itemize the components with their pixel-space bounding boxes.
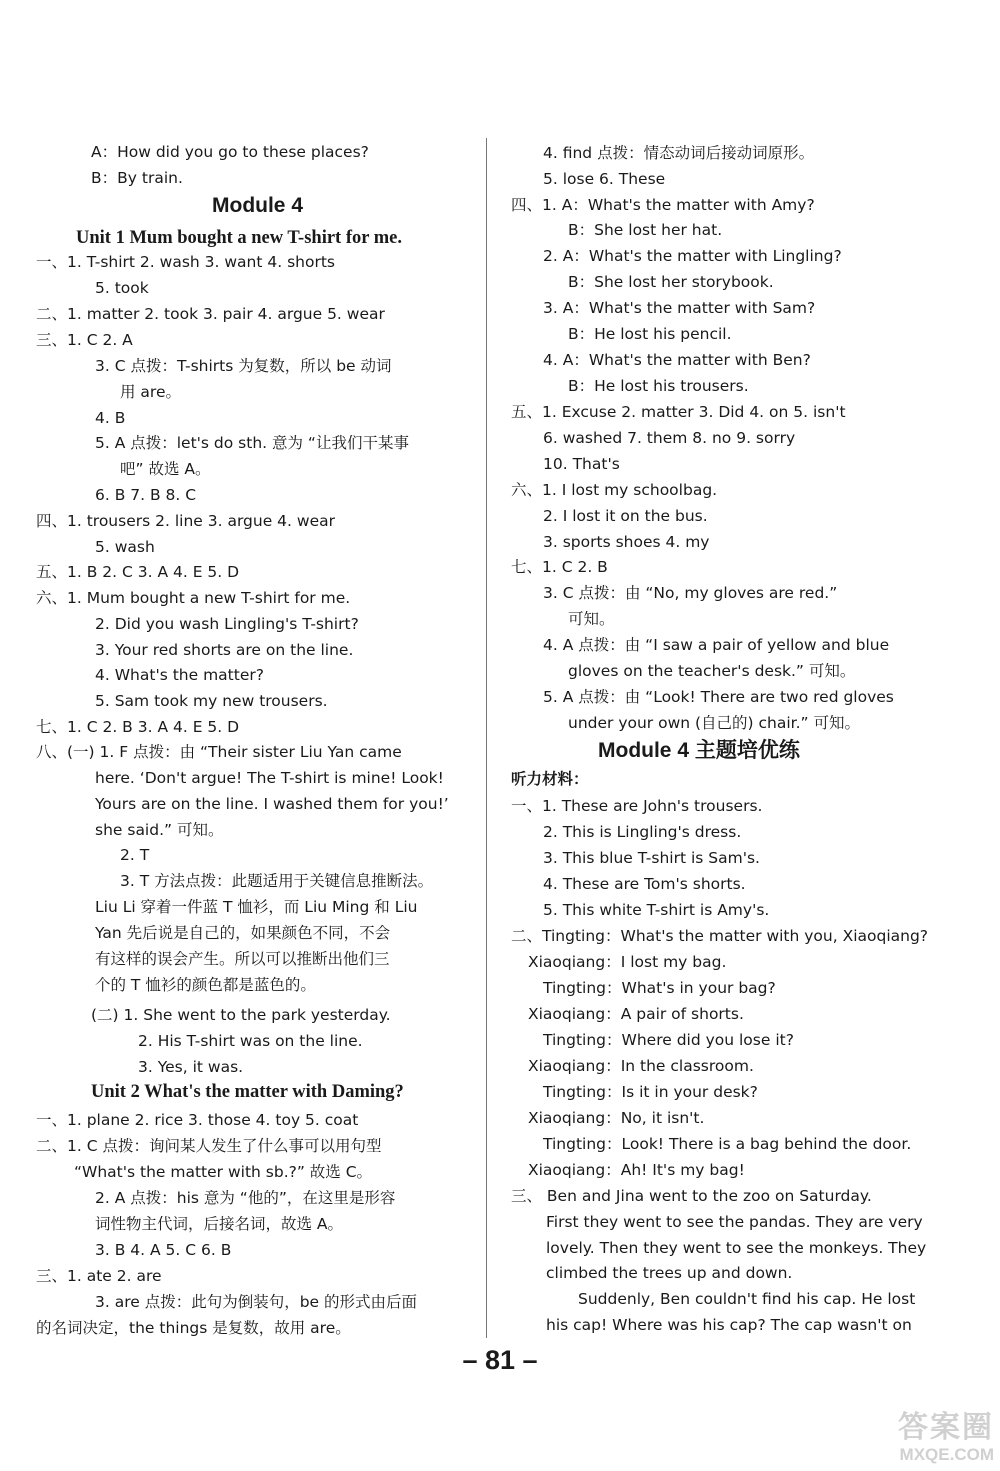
text-line: Yours are on the line. I washed them for you!’	[95, 795, 449, 813]
text-line: 10. That's	[543, 455, 620, 473]
text-line: A：How did you go to these places?	[91, 143, 369, 161]
text-line: 吧” 故选 A。	[120, 460, 211, 478]
page-number: – 81 –	[462, 1345, 538, 1375]
text-line: Tingting：Is it in your desk?	[543, 1083, 758, 1101]
text-line: 个的 T 恤衫的颜色都是蓝色的。	[95, 976, 316, 994]
text-line: 3. This blue T-shirt is Sam's.	[543, 849, 760, 867]
text-line: Suddenly, Ben couldn't find his cap. He lost	[578, 1290, 916, 1308]
text-line: Xiaoqiang：I lost my bag.	[528, 953, 727, 971]
section-heading: Module 4	[212, 194, 304, 217]
text-line: 二、Tingting：What's the matter with you, Xiaoqiang?	[511, 927, 929, 945]
text-line: 三、1. ate 2. are	[36, 1267, 162, 1285]
text-line: 三、1. C 2. A	[36, 331, 133, 349]
text-line: Tingting：Where did you lose it?	[543, 1031, 794, 1049]
text-line: B：He lost his pencil.	[568, 325, 732, 343]
text-line: 5. Sam took my new trousers.	[95, 692, 328, 710]
text-line: 3. C 点拨：由 “No, my gloves are red.”	[543, 584, 838, 602]
watermark-logo	[844, 1411, 994, 1469]
text-line: 4. B	[95, 409, 126, 427]
text-line: 5. A 点拨：let's do sth. 意为 “让我们干某事	[95, 434, 409, 452]
text-line: Xiaoqiang：No, it isn't.	[528, 1109, 705, 1127]
text-line: 2. Did you wash Lingling's T-shirt?	[95, 615, 359, 633]
text-line: Xiaoqiang：In the classroom.	[528, 1057, 754, 1075]
text-line: 4. What's the matter?	[95, 666, 264, 684]
text-line: Xiaoqiang：A pair of shorts.	[528, 1005, 744, 1023]
text-line: 八、(一) 1. F 点拨：由 “Their sister Liu Yan came	[36, 743, 402, 761]
text-line: 六、1. I lost my schoolbag.	[511, 481, 718, 499]
text-line: 用 are。	[120, 383, 181, 401]
text-line: 4. These are Tom's shorts.	[543, 875, 746, 893]
text-line: 5. took	[95, 279, 149, 297]
text-line: 2. This is Lingling's dress.	[543, 823, 742, 841]
text-line: “What's the matter with sb.?” 故选 C。	[74, 1163, 373, 1181]
text-line: 4. A 点拨：由 “I saw a pair of yellow and blue	[543, 636, 890, 654]
text-line: gloves on the teacher's desk.” 可知。	[568, 662, 856, 680]
unit-heading: Unit 1 Mum bought a new T-shirt for me.	[76, 228, 402, 248]
text-line: 2. I lost it on the bus.	[543, 507, 708, 525]
text-line: climbed the trees up and down.	[546, 1264, 793, 1282]
text-line: 6. washed 7. them 8. no 9. sorry	[543, 429, 796, 447]
text-line: 5. wash	[95, 538, 155, 556]
text-line: 听力材料：	[511, 770, 589, 788]
text-line: 有这样的误会产生。所以可以推断出他们三	[95, 950, 390, 968]
text-line: 七、1. C 2. B 3. A 4. E 5. D	[36, 718, 240, 736]
text-line: 5. lose 6. These	[543, 170, 666, 188]
text-line: she said.” 可知。	[95, 821, 224, 839]
text-line: 3. Your red shorts are on the line.	[95, 641, 354, 659]
watermark-text: MXQE.COM	[899, 1445, 994, 1464]
text-line: 五、1. Excuse 2. matter 3. Did 4. on 5. isn't	[511, 403, 846, 421]
text-line: here. ‘Don't argue! The T-shirt is mine! Look!	[95, 769, 444, 787]
text-line: 可知。	[568, 610, 615, 628]
text-line: 三、 Ben and Jina went to the zoo on Saturday.	[511, 1187, 872, 1205]
text-line: 3. Yes, it was.	[138, 1058, 244, 1076]
text-line: Tingting：Look! There is a bag behind the door.	[543, 1135, 912, 1153]
text-line: 2. His T-shirt was on the line.	[138, 1032, 363, 1050]
text-line: 2. A：What's the matter with Lingling?	[543, 247, 842, 265]
text-line: 二、1. matter 2. took 3. pair 4. argue 5. wear	[36, 305, 385, 323]
text-line: 四、1. A：What's the matter with Amy?	[511, 196, 815, 214]
text-line: B：She lost her hat.	[568, 221, 723, 239]
text-line: 七、1. C 2. B	[511, 558, 608, 576]
text-line: 四、1. trousers 2. line 3. argue 4. wear	[36, 512, 335, 530]
text-line: B：By train.	[91, 169, 183, 187]
text-line: 六、1. Mum bought a new T-shirt for me.	[36, 589, 351, 607]
text-line: his cap! Where was his cap? The cap wasn't on	[546, 1316, 912, 1334]
section-heading: Module 4 主题培优练	[598, 739, 800, 762]
text-line: 一、1. These are John's trousers.	[511, 797, 763, 815]
text-line: B：She lost her storybook.	[568, 273, 774, 291]
unit-heading: Unit 2 What's the matter with Daming?	[91, 1082, 404, 1102]
text-line: 5. This white T-shirt is Amy's.	[543, 901, 770, 919]
column-divider	[486, 138, 487, 1338]
text-line: 2. A 点拨：his 意为 “他的”，在这里是形容	[95, 1189, 396, 1207]
text-line: 3. T 方法点拨：此题适用于关键信息推断法。	[120, 872, 434, 890]
text-line: 的名词决定，the things 是复数，故用 are。	[36, 1319, 351, 1337]
text-line: 一、1. T-shirt 2. wash 3. want 4. shorts	[36, 253, 335, 271]
text-line: 词性物主代词，后接名词，故选 A。	[95, 1215, 344, 1233]
text-line: B：He lost his trousers.	[568, 377, 749, 395]
text-line: 3. C 点拨：T-shirts 为复数，所以 be 动词	[95, 357, 392, 375]
text-line: 5. A 点拨：由 “Look! There are two red gloves	[543, 688, 894, 706]
text-line: 3. sports shoes 4. my	[543, 533, 710, 551]
text-line: Liu Li 穿着一件蓝 T 恤衫，而 Liu Ming 和 Liu	[95, 898, 418, 916]
text-line: Yan 先后说是自己的，如果颜色不同，不会	[95, 924, 391, 942]
text-line: (二) 1. She went to the park yesterday.	[91, 1006, 391, 1024]
text-line: 2. T	[120, 846, 150, 864]
text-line: 4. A：What's the matter with Ben?	[543, 351, 811, 369]
watermark-mark: 答案圈	[898, 1411, 994, 1444]
text-line: 3. B 4. A 5. C 6. B	[95, 1241, 232, 1259]
text-line: 3. are 点拨：此句为倒装句，be 的形式由后面	[95, 1293, 418, 1311]
text-line: 6. B 7. B 8. C	[95, 486, 197, 504]
text-line: 一、1. plane 2. rice 3. those 4. toy 5. coat	[36, 1111, 359, 1129]
text-line: 4. find 点拨：情态动词后接动词原形。	[543, 144, 815, 162]
text-line: Xiaoqiang：Ah! It's my bag!	[528, 1161, 745, 1179]
text-line: 二、1. C 点拨：询问某人发生了什么事可以用句型	[36, 1137, 382, 1155]
text-line: 3. A：What's the matter with Sam?	[543, 299, 816, 317]
text-line: First they went to see the pandas. They are very	[546, 1213, 923, 1231]
text-line: Tingting：What's in your bag?	[543, 979, 776, 997]
text-line: lovely. Then they went to see the monkeys. They	[546, 1239, 927, 1257]
text-line: 五、1. B 2. C 3. A 4. E 5. D	[36, 563, 240, 581]
text-line: under your own (自己的) chair.” 可知。	[568, 714, 861, 732]
